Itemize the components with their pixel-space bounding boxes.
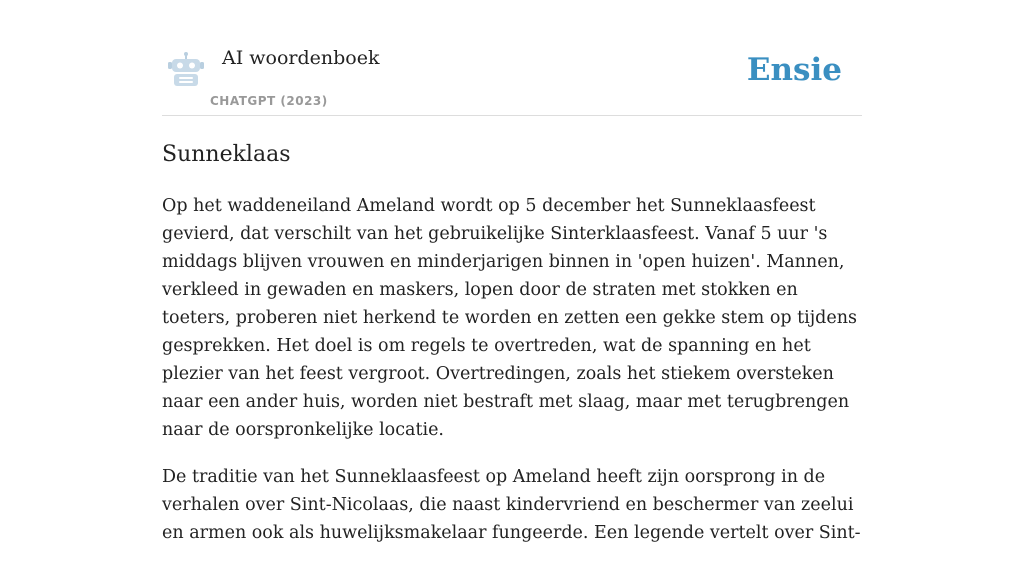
entry-paragraph: Op het waddeneiland Ameland wordt op 5 december het Sunneklaasfeest gevierd, dat verschilt van het gebruikelijke Sinterklaasfeest. Vanaf 5 uur 's middags blijven vrouwen en minderjarigen binnen in 'open huizen'. Mannen, verkleed in gewaden en maskers, lopen door de straten met stokken en toeters, proberen niet herkend te worden en zetten een gekke stem op tijdens gesprekken. Het doel is om regels te overtreden, wat de spanning en het plezier van het feest vergroot. Overtredingen, zoals het stiekem oversteken naar een ander huis, worden niet bestraft met slaag, maar met terugbrengen naar de oorspronkelijke locatie. <box>162 196 857 440</box>
page <box>162 0 862 543</box>
source-title[interactable]: AI woordenboek <box>222 47 380 69</box>
brand-logo[interactable]: Ensie <box>746 52 842 88</box>
entry-body <box>162 192 862 566</box>
entry-term: Sunneklaas <box>162 142 291 167</box>
robot-icon <box>166 52 206 88</box>
source-meta: CHATGPT (2023) <box>210 94 328 108</box>
entry-paragraph: De traditie van het Sunneklaasfeest op Ameland heeft zijn oorsprong in de verhalen over Sint-Nicolaas, die naast kindervriend en beschermer van zeelui en armen ook als huwelijksmakelaar fungeerde. Een legende vertelt over Sint- <box>162 467 861 543</box>
entry-header <box>162 0 862 116</box>
